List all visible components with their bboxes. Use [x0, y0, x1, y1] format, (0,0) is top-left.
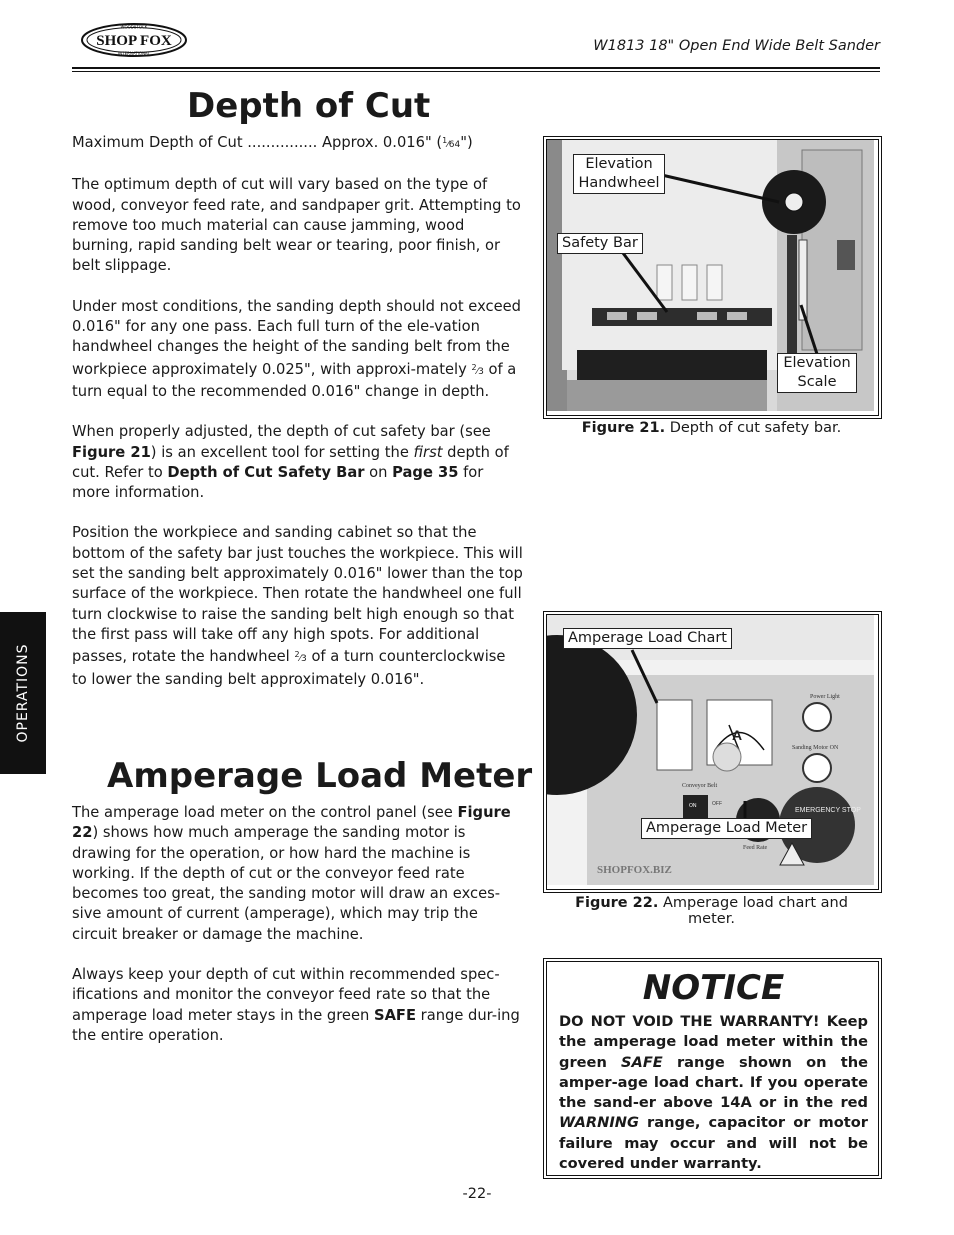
callout-amperage-load-chart: Amperage Load Chart — [563, 628, 732, 649]
figure-21-frame — [546, 139, 879, 416]
svg-text:OFF: OFF — [712, 801, 722, 807]
paragraph: The amperage load meter on the control panel (see Figure 22) shows how much amperage the sanding motor is drawing for the operation, or how hard the machine is working. If the depth of cut or the conveyor feed rate becomes too great, the sanding motor will draw an exces-sive amount of current (amperage), which may trip the circuit breaker or damage the machine. — [72, 804, 511, 943]
max-depth-spec: Maximum Depth of Cut ............... Approx. 0.016" ($^1$⁄64") — [72, 134, 473, 151]
section-tab — [0, 612, 46, 774]
paragraph: When properly adjusted, the depth of cut safety bar (see Figure 21) is an excellent tool for setting the first depth of cut. Refer to Depth of Cut Safety Bar on Page 35 for more information. — [72, 423, 509, 502]
callout-amperage-load-meter: Amperage Load Meter — [641, 818, 812, 839]
depth-of-cut-text — [72, 131, 524, 710]
svg-text:SHOP FOX: SHOP FOX — [96, 33, 172, 49]
shop-fox-logo — [80, 22, 188, 58]
figure-22-caption: Figure 22. Amperage load chart and meter. — [575, 895, 848, 927]
svg-text:Power Light: Power Light — [810, 694, 840, 700]
paragraph: The optimum depth of cut will vary based on the type of wood, conveyor feed rate, and sandpaper grit. Attempting to remove too much material can cause jamming, wood burning, rapid sanding belt wear or tearing, poor finish, or belt slippage. — [72, 176, 521, 275]
figure-21-caption: Figure 21. Depth of cut safety bar. — [581, 420, 842, 436]
figure-21-photo — [543, 136, 882, 419]
callout-elevation-handwheel: Elevation Handwheel — [573, 154, 665, 194]
model-title: W1813 18" Open End Wide Belt Sander — [593, 38, 880, 54]
notice-box — [543, 958, 882, 1179]
figure-22-photo — [543, 611, 882, 893]
figure-22-frame — [546, 614, 879, 890]
svg-text:EMERGENCY STOP: EMERGENCY STOP — [795, 807, 861, 814]
svg-text:Feed Rate: Feed Rate — [743, 845, 768, 851]
section-tab-label: OPERATIONS — [15, 643, 31, 743]
svg-text:Conveyor Belt: Conveyor Belt — [682, 783, 718, 789]
svg-text:Sanding Motor ON: Sanding Motor ON — [792, 745, 839, 751]
amperage-load-meter-heading: Amperage Load Meter — [107, 756, 533, 796]
paragraph: Under most conditions, the sanding depth should not exceed 0.016" for any one pass. Each full turn of the ele-vation handwheel changes the height of the sanding belt from the workpiece approximately 0.025", with approxi-mately $^2$⁄3 of a turn equal to the recommended 0.016" change in depth. — [72, 297, 521, 400]
callout-safety-bar: Safety Bar — [557, 233, 643, 254]
paragraph: Position the workpiece and sanding cabinet so that the bottom of the safety bar just touches the workpiece. This will set the sanding belt approximately 0.016" lower than the top surface of the workpiece. Then rotate the handwheel one full turn clockwise to raise the sanding belt high enough so that the first pass will take off any high spots. For additional passes, rotate the handwheel $^2$⁄3 of a turn counterclockwise to lower the sanding belt approximately 0.016". — [72, 524, 523, 688]
header-rule — [72, 67, 880, 69]
notice-frame — [546, 961, 879, 1176]
header-rule-thin — [72, 71, 880, 72]
notice-title: NOTICE — [642, 968, 785, 1008]
svg-text:ON: ON — [689, 803, 697, 809]
control-panel-illustration — [547, 615, 874, 885]
amperage-text — [72, 803, 524, 1066]
svg-text:SHOPFOX.BIZ: SHOPFOX.BIZ — [597, 864, 672, 876]
depth-of-cut-heading: Depth of Cut — [187, 86, 431, 126]
svg-text:A: A — [732, 727, 743, 743]
callout-elevation-scale: Elevation Scale — [777, 353, 857, 393]
page-number: -22- — [462, 1186, 492, 1202]
svg-text:WOODSTOCK: WOODSTOCK — [120, 24, 148, 30]
notice-body: DO NOT VOID THE WARRANTY! Keep the amperage load meter within the green SAFE range shown on the amper-age load chart. If you operate the sand-er above 14A or in the red WARNING range, capacitor or motor failure may occur and will not be covered under warranty. — [559, 1013, 868, 1173]
svg-text:INTERNATIONAL: INTERNATIONAL — [117, 51, 151, 56]
paragraph: Always keep your depth of cut within recommended spec-ifications and monitor the conveyor feed rate so that the amperage load meter stays in the green SAFE range dur-ing the entire operation. — [72, 966, 520, 1044]
